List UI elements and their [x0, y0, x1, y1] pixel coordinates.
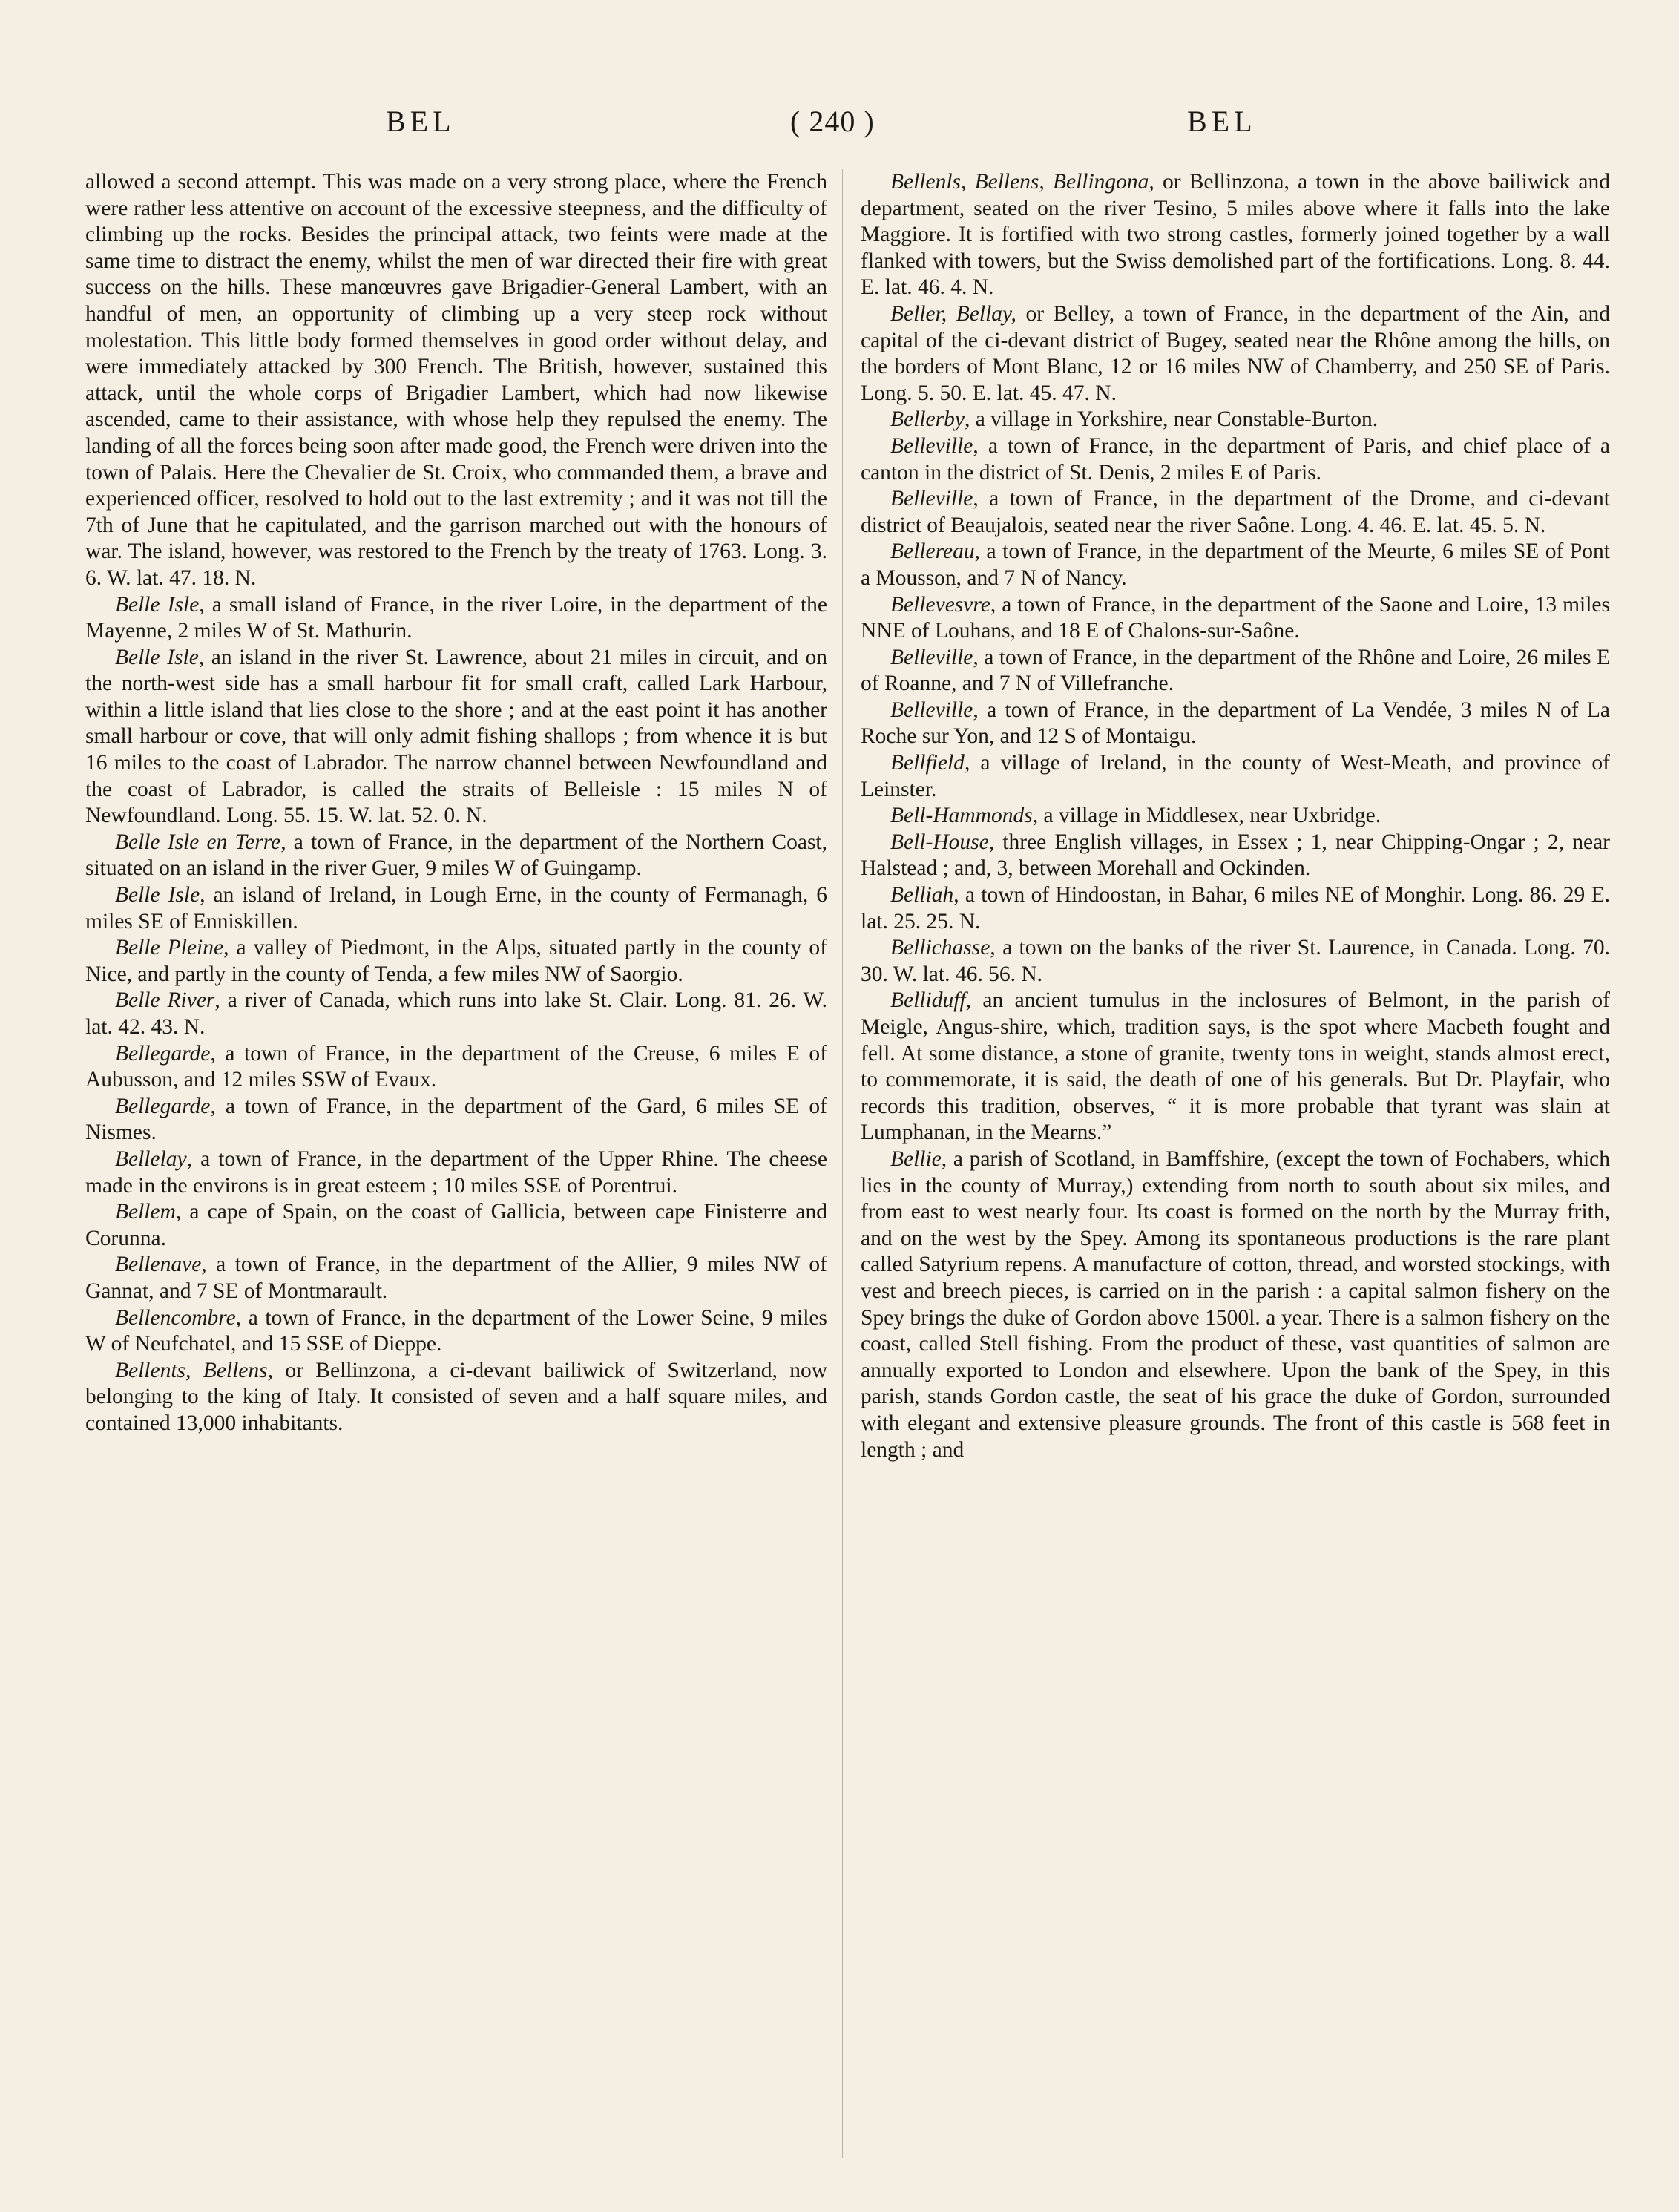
entry-headword: Bellents, Bellens, [115, 1358, 273, 1382]
entry-text: , a town of France, in the department of the Drome, and ci-devant district of Beaujalois, seated near the river Saône. Long. 4. 46. E. lat. 45. 5. N. [861, 487, 1610, 537]
entry-text: , a river of Canada, which runs into lake St. Clair. Long. 81. 26. W. lat. 42. 43. N. [85, 988, 827, 1039]
entry-text: , a town of France, in the department of the Lower Seine, 9 miles W of Neufchatel, and 15 SSE of Dieppe. [85, 1305, 827, 1356]
gazetteer-entry [85, 882, 827, 935]
entry-text: , an ancient tumulus in the inclosures of Belmont, in the parish of Meigle, Angus-shire, which, tradition says, is the spot where Macbeth fought and fell. At some distance, a stone of granite, twenty tons in weight, stands almost erect, to commemorate, it is said, the death of one of his generals. But Dr. Playfair, who records this tradition, observes, “ it is more probable that tyrant was slain at Lumphanan, in the Mearns.” [861, 988, 1610, 1145]
gazetteer-entry [861, 301, 1610, 407]
entry-headword: Belle River [115, 988, 215, 1013]
entry-text: , a town on the banks of the river St. Laurence, in Canada. Long. 70. 30. W. lat. 46. 56. N. [861, 936, 1610, 986]
gazetteer-entry [861, 539, 1610, 591]
gazetteer-entry [85, 1305, 827, 1358]
gazetteer-entry [861, 1146, 1610, 1463]
entry-text: or Bellinzona, a town in the above bailiwick and department, seated on the river Tesino, 5 miles above where it falls into the lake Maggiore. It is fortified with two strong castles, formerly joined together by a wall flanked with towers, but the Swiss demolished part of the fortifications. Long. 8. 44. E. lat. 46. 4. N. [861, 170, 1610, 300]
entry-text: , a valley of Piedmont, in the Alps, situated partly in the county of Nice, and partly in the county of Tenda, a few miles NW of Saorgio. [85, 936, 827, 986]
gazetteer-entry [861, 433, 1610, 486]
entry-text: , a town of France, in the department of the Creuse, 6 miles E of Aubusson, and 12 miles SSW of Evaux. [85, 1041, 827, 1092]
gazetteer-entry [861, 169, 1610, 301]
header-right-catchword: BEL [1187, 105, 1257, 138]
right-column [861, 169, 1610, 1463]
entry-headword: Beller, Bellay, [890, 301, 1016, 326]
entry-headword: Belle Pleine [115, 936, 224, 960]
entry-headword: Bellenls, Bellens, Bellingona, [890, 170, 1154, 194]
entry-text: , an island in the river St. Lawrence, about 21 miles in circuit, and on the north-west side has a small harbour fit for small craft, called Lark Harbour, within a little island that lies close to the shore ; and at the east point it has another small harbour or cove, that will only admit fishing shallops ; from whence it is but 16 miles to the coast of Labrador. The narrow channel between Newfoundland and the coast of Labrador, is called the straits of Belleisle : 15 miles N of Newfoundland. Long. 55. 15. W. lat. 52. 0. N. [85, 645, 827, 828]
column-divider [842, 169, 843, 2158]
entry-headword: Bellevesvre [890, 592, 990, 617]
entry-text: or Belley, a town of France, in the department of the Ain, and capital of the ci-devant district of Bugey, seated near the Rhône among the hills, on the borders of Mont Blanc, 12 or 16 miles NW of Chamberry, and 250 SE of Paris. Long. 5. 50. E. lat. 45. 47. N. [861, 301, 1610, 405]
gazetteer-entry [861, 750, 1610, 803]
entry-headword: Belliduff [890, 988, 966, 1013]
entry-text: , a town of France, in the department of the Upper Rhine. The cheese made in the environs is in great esteem ; 10 miles SSE of Porentrui. [85, 1146, 827, 1198]
entry-text: , a town of France, in the department of the Meurte, 6 miles SE of Pont a Mousson, and 7 N of Nancy. [861, 539, 1610, 590]
entry-headword: Bellichasse [890, 936, 990, 960]
entry-text: , a village of Ireland, in the county of West-Meath, and province of Leinster. [861, 751, 1610, 801]
gazetteer-entry [85, 645, 827, 830]
entry-text: , a town of France, in the department of the Northern Coast, situated on an island in the river Guer, 9 miles W of Guingamp. [85, 830, 828, 881]
entry-text: allowed a second attempt. This was made on a very strong place, where the French were rather less attentive on account of the excessive steepness, and the difficulty of climbing up the rocks. Besides the principal attack, two feints were made at the same time to distract the enemy, whilst the men of war directed their fire with great success on the hills. These manœuvres gave Brigadier-General Lambert, with an handful of men, an opportunity of climbing up a very steep rock without molestation. This little body formed themselves in good order without delay, and were immediately attacked by 300 French. The British, however, sustained this attack, until the whole corps of Brigadier Lambert, which had now likewise ascended, came to their assistance, with whose help they repulsed the enemy. The landing of all the forces being soon after made good, the French were driven into the town of Palais. Here the Chevalier de St. Croix, who commanded them, a brave and experienced officer, resolved to hold out to the last extremity ; and it was not till the 7th of June that he capitulated, and the garrison marched out with the honours of war. The island, however, was restored to the French by the treaty of 1763. Long. 3. 6. W. lat. 47. 18. N. [85, 170, 827, 590]
entry-headword: Bellereau [890, 539, 975, 564]
gazetteer-entry [85, 1146, 827, 1199]
entry-headword: Belleville [890, 433, 973, 458]
entry-headword: Bell-House [890, 830, 989, 854]
page-number: ( 240 ) [790, 105, 875, 138]
entry-text: or Bellinzona, a ci-devant bailiwick of Switzerland, now belonging to the king of Italy. It consisted of seven and a half square miles, and contained 13,000 inhabitants. [85, 1358, 827, 1435]
entry-headword: Belleville [890, 487, 973, 511]
gazetteer-entry [85, 988, 827, 1040]
entry-headword: Belle Isle [115, 883, 200, 908]
entry-headword: Belle Isle [115, 645, 199, 669]
continued-paragraph [85, 169, 827, 592]
gazetteer-entry [85, 592, 827, 645]
gazetteer-entry [861, 988, 1610, 1146]
entry-headword: Bellegarde [115, 1094, 211, 1118]
gazetteer-entry [85, 830, 827, 882]
entry-headword: Belle Isle [115, 592, 200, 617]
entry-text: , a parish of Scotland, in Bamffshire, (except the town of Fochabers, which lies in the county of Murray,) extending from north to south about six miles, and from east to west nearly four. Its coast is formed on the north by the Murray frith, and on the west by the Spey. Among its spontaneous productions is the rare plant called Satyrium repens. A manufacture of cotton, thread, and worsted stockings, with vest and breech pieces, is carried on in the parish : a capital salmon fishery on the Spey brings the duke of Gordon above 1500l. a year. There is a salmon fishery on the coast, called Stell fishing. From the product of these, vast quantities of salmon are annually exported to London and elsewhere. Upon the bank of the Spey, in this parish, stands Gordon castle, the seat of his grace the duke of Gordon, surrounded with elegant and extensive pleasure grounds. The front of this castle is 568 feet in length ; and [861, 1146, 1610, 1462]
gazetteer-entry [861, 592, 1610, 645]
entry-text: , a town of France, in the department of the Allier, 9 miles NW of Gannat, and 7 SE of Montmarault. [85, 1253, 827, 1303]
entry-headword: Bellem [115, 1200, 176, 1224]
entry-headword: Belliah [890, 883, 954, 908]
gazetteer-entry [85, 1041, 827, 1094]
entry-headword: Bellenave [115, 1253, 202, 1277]
entry-headword: Belleville [890, 698, 973, 722]
gazetteer-entry [861, 935, 1610, 988]
gazetteer-entry [861, 407, 1610, 433]
entry-text: , an island of Ireland, in Lough Erne, in the county of Fermanagh, 6 miles SE of Enniskillen. [85, 883, 827, 933]
entry-text: , a cape of Spain, on the coast of Gallicia, between cape Finisterre and Corunna. [85, 1200, 827, 1250]
entry-text: , a small island of France, in the river Loire, in the department of the Mayenne, 2 miles W of St. Mathurin. [85, 592, 827, 643]
entry-text: , a village in Middlesex, near Uxbridge. [1032, 804, 1381, 828]
entry-text: , a town of Hindoostan, in Bahar, 6 miles NE of Monghir. Long. 86. 29 E. lat. 25. 25. N. [861, 883, 1610, 933]
page-header [0, 104, 1679, 148]
gazetteer-entry [85, 1252, 827, 1304]
gazetteer-entry [85, 1094, 827, 1146]
entry-headword: Bellfield [890, 751, 965, 775]
gazetteer-entry [861, 803, 1610, 830]
entry-text: , a town of France, in the department of La Vendée, 3 miles N of La Roche sur Yon, and 12 S of Montaigu. [861, 698, 1610, 749]
entry-text: , three English villages, in Essex ; 1, near Chipping-Ongar ; 2, near Halstead ; and, 3, between Morehall and Ockinden. [861, 830, 1610, 881]
entry-headword: Bell-Hammonds [890, 804, 1033, 828]
entry-text: , a town of France, in the department of Paris, and chief place of a canton in the district of St. Denis, 2 miles E of Paris. [861, 433, 1610, 485]
entry-headword: Bellencombre [115, 1305, 236, 1330]
header-left-catchword: BEL [386, 105, 456, 138]
gazetteer-entry [861, 645, 1610, 698]
gazetteer-entry [861, 698, 1610, 750]
entry-text: , a village in Yorkshire, near Constable-Burton. [964, 407, 1379, 432]
entry-headword: Bellelay [115, 1146, 187, 1171]
entry-text: , a town of France, in the department of the Saone and Loire, 13 miles NNE of Louhans, and 18 E of Chalons-sur-Saône. [861, 592, 1610, 643]
gazetteer-entry [85, 935, 827, 988]
entry-text: , a town of France, in the department of the Rhône and Loire, 26 miles E of Roanne, and 7 N of Villefranche. [861, 645, 1610, 696]
entry-headword: Belleville [890, 645, 973, 669]
gazetteer-entry [861, 882, 1610, 935]
entry-headword: Bellie [890, 1146, 942, 1171]
gazetteer-entry [85, 1199, 827, 1252]
gazetteer-entry [85, 1358, 827, 1437]
gazetteer-entry [861, 486, 1610, 539]
gazetteer-entry [861, 830, 1610, 882]
left-column [85, 169, 827, 1437]
entry-headword: Bellegarde [115, 1041, 211, 1066]
entry-headword: Bellerby [890, 407, 965, 432]
entry-text: , a town of France, in the department of the Gard, 6 miles SE of Nismes. [85, 1094, 827, 1145]
entry-headword: Belle Isle en Terre [115, 830, 281, 854]
